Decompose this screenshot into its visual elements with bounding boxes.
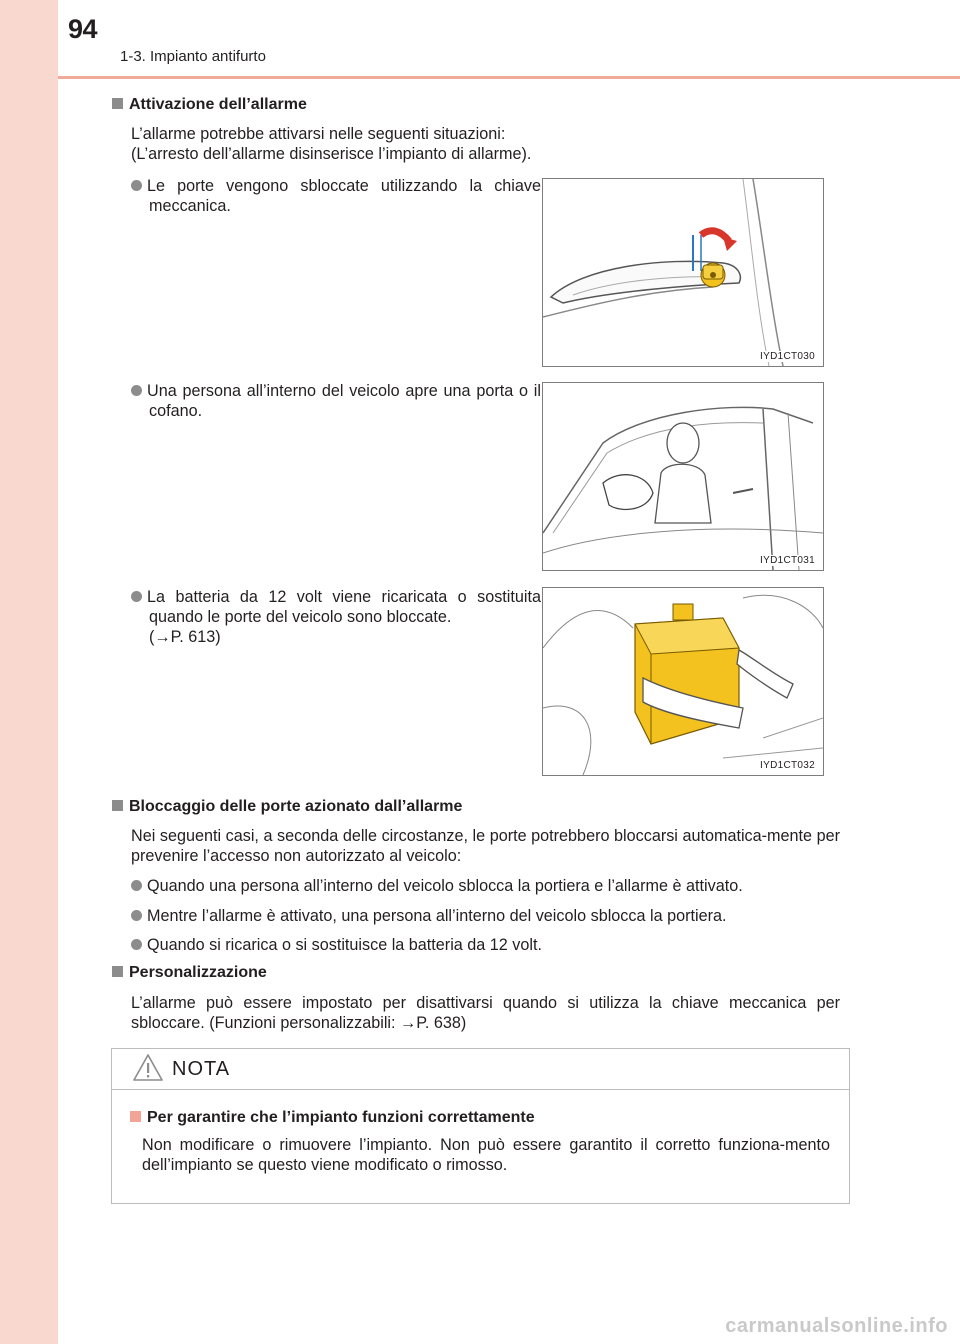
page-number: 94 bbox=[68, 14, 98, 44]
section-body-bloccaggio: Nei seguenti casi, a seconda delle circostanze, le porte potrebbero bloccarsi automatica-mente per prevenire l’accesso non autorizzato al veicolo: bbox=[131, 827, 840, 865]
car-interior-illustration bbox=[543, 383, 823, 570]
section-heading-bloccaggio: Bloccaggio delle porte azionato dall’allarme bbox=[112, 797, 462, 817]
round-bullet-icon bbox=[131, 591, 142, 602]
square-bullet-icon bbox=[130, 1111, 141, 1122]
figure-car-interior bbox=[542, 382, 824, 571]
figure-door-handle bbox=[542, 178, 824, 367]
square-bullet-icon bbox=[112, 98, 123, 109]
list-item-chiave: Le porte vengono sbloccate utilizzando la chiave meccanica. bbox=[131, 176, 541, 216]
figure-code: IYD1CT030 bbox=[760, 351, 815, 362]
figure-code: IYD1CT032 bbox=[760, 760, 815, 771]
side-color-band bbox=[0, 0, 58, 1344]
header-rule bbox=[58, 76, 960, 79]
nota-subheading: Per garantire che l’impianto funzioni correttamente bbox=[130, 1109, 535, 1127]
door-handle-illustration bbox=[543, 179, 823, 366]
list-item-batteria: La batteria da 12 volt viene ricaricata o sostituita quando le porte del veicolo sono bloccate. (→P. 613) bbox=[131, 587, 541, 647]
square-bullet-icon bbox=[112, 800, 123, 811]
round-bullet-icon bbox=[131, 880, 142, 891]
section-body-personalizzazione: L’allarme può essere impostato per disattivarsi quando si utilizza la chiave meccanica per sbloccare. (Funzioni personalizzabili: →P. 638) bbox=[131, 994, 840, 1032]
watermark: carmanualsonline.info bbox=[725, 1315, 948, 1337]
list-item-bloccaggio-2: Mentre l’allarme è attivato, una persona all’interno del veicolo sblocca la portiera. bbox=[131, 906, 840, 926]
nota-body: Non modificare o rimuovere l’impianto. Non può essere garantito il corretto funziona-mento dell’impianto se questo viene modificato o rimosso. bbox=[142, 1136, 830, 1174]
section-intro-line-2: (L’arresto dell’allarme disinserisce l’impianto di allarme). bbox=[131, 145, 532, 163]
battery-illustration bbox=[543, 588, 823, 775]
figure-code: IYD1CT031 bbox=[760, 555, 815, 566]
warning-triangle-icon bbox=[132, 1053, 164, 1083]
section-heading-attivazione: Attivazione dell’allarme bbox=[112, 95, 307, 115]
nota-box bbox=[111, 1048, 850, 1204]
round-bullet-icon bbox=[131, 385, 142, 396]
nota-title: NOTA bbox=[172, 1058, 231, 1080]
figure-battery bbox=[542, 587, 824, 776]
list-item-bloccaggio-3: Quando si ricarica o si sostituisce la batteria da 12 volt. bbox=[131, 935, 840, 955]
list-item-bloccaggio-1: Quando una persona all’interno del veicolo sblocca la portiera e l’allarme è attivato. bbox=[131, 876, 840, 896]
list-item-persona-interno: Una persona all’interno del veicolo apre una porta o il cofano. bbox=[131, 381, 541, 421]
nota-divider bbox=[112, 1089, 849, 1090]
round-bullet-icon bbox=[131, 939, 142, 950]
section-intro-line-1: L’allarme potrebbe attivarsi nelle seguenti situazioni: bbox=[131, 125, 506, 143]
square-bullet-icon bbox=[112, 966, 123, 977]
page-reference: (→P. 613) bbox=[149, 628, 221, 646]
round-bullet-icon bbox=[131, 180, 142, 191]
round-bullet-icon bbox=[131, 910, 142, 921]
section-heading-personalizzazione: Personalizzazione bbox=[112, 963, 267, 983]
chapter-title: 1-3. Impianto antifurto bbox=[120, 48, 266, 65]
